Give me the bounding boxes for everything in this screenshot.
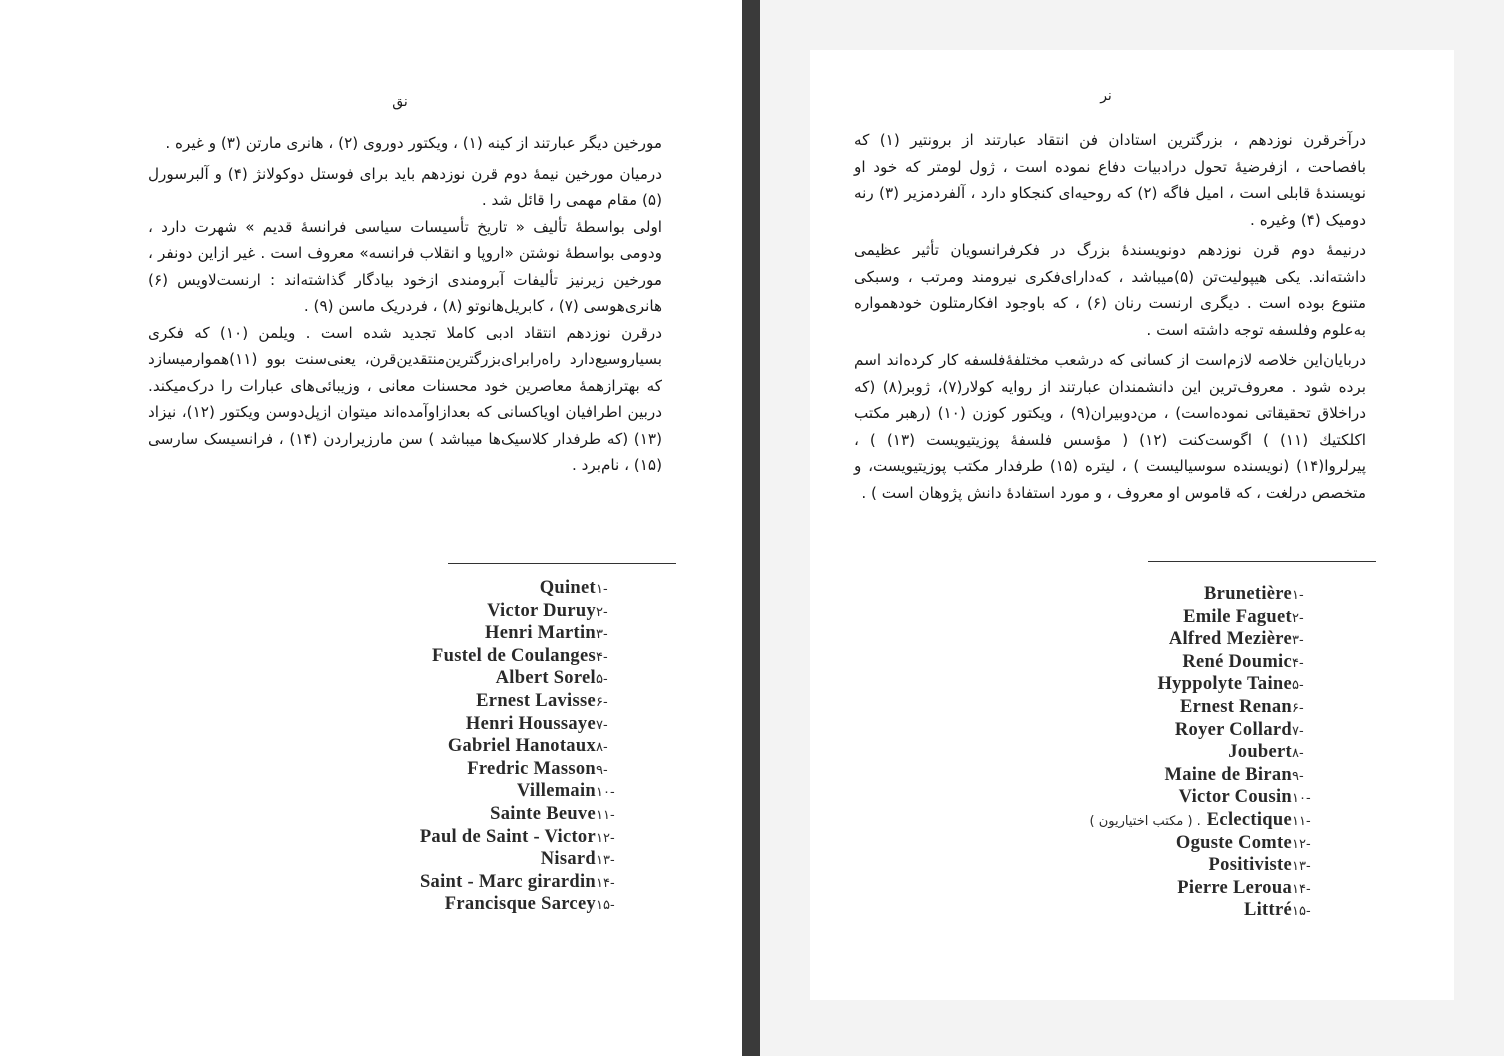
footnote-name: Littré [1243,900,1292,921]
footnote-name: Nisard [540,849,596,870]
footnote-item [960,877,1318,900]
footnote-number: ۱۵- [1292,904,1311,920]
page-header: نر [1100,88,1112,104]
footnote-number: ۵- [596,672,608,688]
footnote-number: ۱۴- [1292,881,1311,897]
footnote-number: ۹- [596,762,608,778]
footnote-name: Ernest Lavisse [476,690,596,711]
footnote-name: Joubert [1228,742,1292,763]
footnote-item [300,713,622,736]
footnote-divider [448,563,676,564]
body-text [148,130,662,479]
footnote-name: Positiviste [1208,855,1292,876]
footnote-name: Alfred Mezière [1168,629,1292,650]
footnote-item [300,577,622,600]
footnote-item [300,735,622,758]
footnote-number: ۱۱- [1292,813,1311,829]
footnote-name: Victor Duruy [487,600,596,621]
footnote-item [960,628,1318,651]
paragraph: اولی بواسطهٔ تألیف « تاریخ تأسیسات سیاسی فرانسهٔ قدیم » شهرت دارد ، ودومی بواسطهٔ نوشتن «اروپا و انقلاب فرانسه» معروف است . غیر ازاین دونفر ، مورخین زیرنیز تألیفات آبرومندی ازخود بیادگار گذاشته‌اند : ارنست‌لاویس (۶) هانری‌هوسی (۷) ، کابریل‌هانوتو (۸) ، فردریک ماسن (۹) . [148,217,662,315]
footnote-item [960,696,1318,719]
footnote-name: Hyppolyte Taine [1157,674,1292,695]
footnote-item [960,741,1318,764]
footnote-number: ۷- [1292,723,1304,739]
footnote-item [300,780,622,803]
footnote-item [960,651,1318,674]
page-header: نق [392,94,408,110]
footnote-item [300,871,622,894]
footnote-item [960,786,1318,809]
footnote-item [960,673,1318,696]
footnote-name: Oguste Comte [1175,832,1292,853]
footnote-number: ۱۰- [596,785,615,801]
footnote-number: ۲- [596,604,608,620]
footnote-name: Quinet [539,578,596,598]
footnote-number: ۱۵- [596,898,615,914]
footnote-number: ۹- [1292,768,1304,784]
footnote-number: ۵- [1292,678,1304,694]
footnote-name: Pierre Leroua [1177,877,1292,898]
footnote-name: Eclectique [1206,809,1292,830]
footnote-name: Henri Houssaye [465,713,596,734]
footnote-divider [1148,561,1376,562]
footnote-note: ( مکتب اختیاریون ) . [1089,813,1201,829]
footnote-number: ۱۲- [1292,836,1311,852]
scanned-page [810,50,1454,1000]
footnote-name: Fredric Masson [467,758,596,779]
footnote-item [300,645,622,668]
paragraph: دربایان‌این خلاصه لازم‌است از کسانی که درشعب مختلفهٔ‌فلسفه کار کرده‌اند اسم برده شود . معروف‌ترین این دانشمندان عبارتند از روایه کولار(۷)، ژوبر(۸) (که دراخلاق تحقیقاتی نموده‌است) ، من‌دوبیران(۹) ، ویکتور کوزن (۱۰) (رهبر مکتب اکلکتیك (۱۱) ) اگوست‌کنت (۱۲) ( مؤسس فلسفهٔ پوزیتیویست (۱۳) ) ، پیرلروا(۱۴) (نویسنده سوسیالیست ) ، لیتره (۱۵) طرفدار مکتب پوزیتیویست، و متخصص درلغت ، که قاموس او معروف ، و مورد استفادهٔ دانش پژوهان است ) . [854,351,1366,502]
footnote-name: Brunetière [1204,584,1292,604]
footnote-item [960,832,1318,855]
footnote-item [960,719,1318,742]
footnote-name: Francisque Sarcey [444,894,596,915]
footnote-name: Albert Sorel [495,668,596,689]
footnote-name: Maine de Biran [1164,764,1292,785]
footnote-item [960,899,1318,922]
footnote-number: ۸- [596,740,608,756]
footnote-number: ۴- [1292,655,1304,671]
footnote-number: ۲- [1292,610,1304,626]
footnote-item [300,667,622,690]
book-gutter [742,0,760,1056]
footnote-name: Paul de Saint - Victor [419,826,596,847]
footnote-item [960,854,1318,877]
footnote-item [300,848,622,871]
footnote-name: Saint - Marc girardin [419,871,596,892]
footnote-name: Henri Martin [485,623,596,644]
footnotes-list [300,577,622,916]
footnote-item [960,809,1318,832]
footnote-number: ۶- [596,694,608,710]
footnote-item [300,690,622,713]
footnote-item [300,758,622,781]
footnote-number: ۱۰- [1292,791,1311,807]
footnote-number: ۶- [1292,700,1304,716]
footnote-number: ۱۲- [596,830,615,846]
footnote-number: ۸- [1292,746,1304,762]
footnote-name: Fustel de Coulanges [432,645,596,666]
paragraph: درآخرقرن نوزدهم ، بزرگترین استادان فن انتقاد عبارتند از برونتیر (۱) که بافصاحت ، ازفرضیهٔ تحول درادبیات دفاع نموده است ، ژول لومتر که خود او نویسندهٔ قابلی است ، امیل فاگه (۲) که روحیه‌ای کنجکاو دارد ، آلفردمزیر (۳) رنه دومیک (۴) وغیره . [854,131,1367,229]
footnote-item [960,583,1318,606]
footnote-name: Royer Collard [1174,719,1292,740]
footnote-item [300,803,622,826]
paragraph: درقرن نوزدهم انتقاد ادبی کاملا تجدید شده است . ویلمن (۱۰) که فکری بسیاروسیع‌دارد راه‌را‌برای‌بزرگترین‌منتقدین‌قرن، یعنی‌سنت بوو (۱۱)هموارمیسازد که بهتراز‌همهٔ معاصرین خود محسنات معانی ، وزیبائی‌های عبارات را درک‌میکند. دربین اطرافیان اویاکسانی که بعدازاو‌آمده‌اند میتوان ازپل‌دوسن ویکتور (۱۲)، نیزاد (۱۳) (که طرفدار کلاسیک‌ها میباشد ) سن مارزیراردن (۱۴) ، فرانسیسک سارسی (۱۵) ، نام‌برد . [148,323,662,474]
footnote-item [960,606,1318,629]
footnote-item [300,893,622,916]
footnote-item [300,600,622,623]
right-page [760,0,1504,1056]
footnote-name: Emile Faguet [1183,606,1292,627]
footnote-number: ۱۴- [596,875,615,891]
paragraph: درمیان مورخین نیمهٔ دوم قرن نوزدهم باید برای فوستل دوکولانژ (۴) و آلبرسورل (۵) مقام مهمی را قائل شد . [148,164,662,209]
footnote-name: René Doumic [1182,651,1292,672]
footnote-number: ۱۱- [596,807,615,823]
footnote-item [960,764,1318,787]
footnote-name: Victor Cousin [1178,787,1292,808]
footnote-name: Villemain [516,781,596,802]
footnote-number: ۱- [1292,588,1304,603]
paragraph: درنیمهٔ دوم قرن نوزدهم دونویسندهٔ بزرگ در فکرفرانسویان تأثیر عظیمی داشته‌اند. یکی هیپولیت‌تن (۵)میباشد ، که‌دارای‌فکری نیرومند ومرتب ، وسبکی متنوع بوده است . دیگری ارنست رنان (۶) ، که باوجود افکارمتلون خودهمواره به‌علوم وفلسفه توجه داشته است . [854,241,1366,339]
footnote-name: Ernest Renan [1179,696,1292,717]
footnote-item [300,826,622,849]
footnotes-list [960,583,1318,922]
footnote-item [300,622,622,645]
footnote-number: ۳- [596,627,608,643]
left-page [0,0,742,1056]
footnote-name: Sainte Beuve [490,803,596,824]
paragraph: مورخین دیگر عبارتند از کینه (۱) ، ویکتور دوروی (۲) ، هانری مارتن (۳) و غیره . [165,134,662,152]
body-text [854,127,1366,506]
footnote-number: ۷- [596,717,608,733]
footnote-number: ۴- [596,649,608,665]
footnote-number: ۱- [596,582,608,597]
footnote-number: ۱۳- [596,853,615,869]
footnote-name: Gabriel Hanotaux [447,736,596,757]
footnote-number: ۱۳- [1292,859,1311,875]
footnote-number: ۳- [1292,633,1304,649]
